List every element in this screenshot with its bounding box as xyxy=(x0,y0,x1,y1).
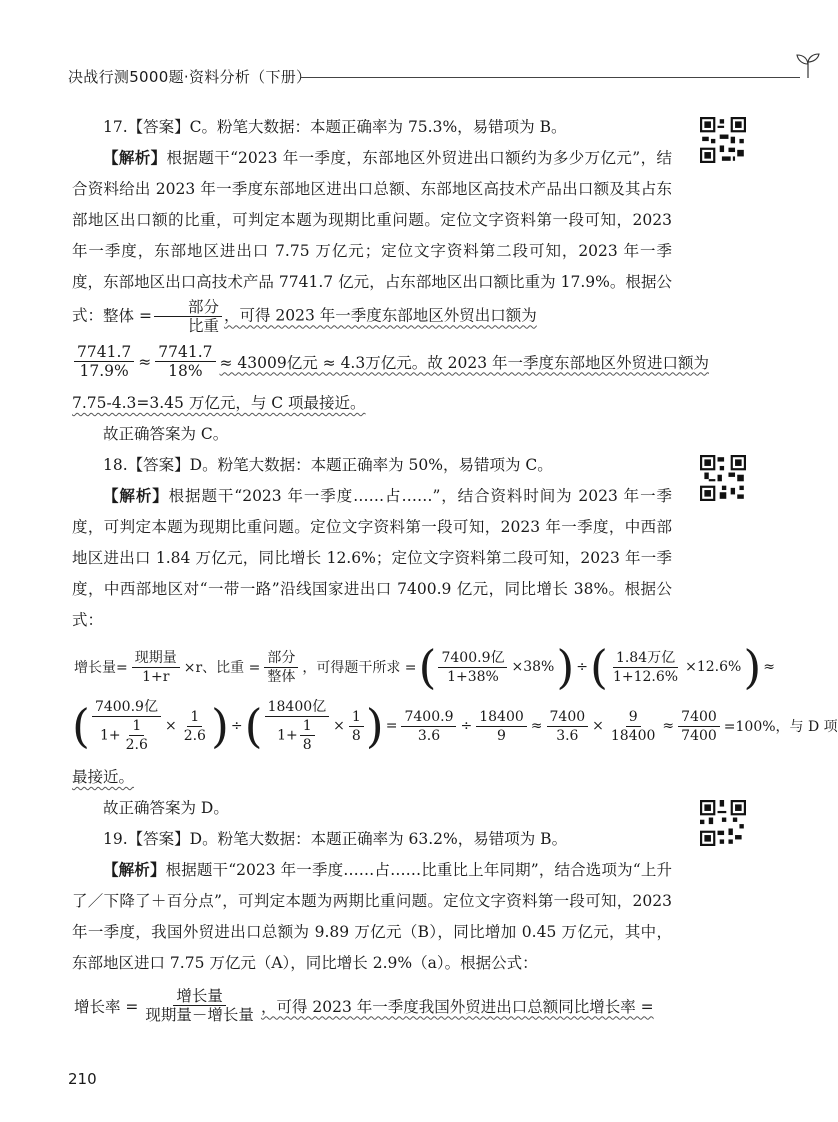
q18-analysis xyxy=(72,481,672,636)
q18-formula-line: 增长量= $\frac{\text{现期量}}{1+r}$ ×r、比重 = $\frac{\text{部分}}{\text{整体}}$ ，可得题干所求 = ( $\frac{\text{7400.9亿}}{1+38\%}$ ×38% ) ÷ ( $\frac{\text{1.84万亿}}{1+12.6\%}$ ×12.6% ) ≈ xyxy=(74,640,776,694)
q19-analysis-text: 根据题干“2023 年一季度……占……比重比上年同期”，结合选项为“上升了／下降了＋百分点”，可判定本题为两期比重问题。定位文字资料第一段可知，2023 年一季度，我国外贸进出口总额为 9.89 万亿元（B），同比增加 0.45 万亿元，其中，东部地区进口 7.75 万亿元（A），同比增长 2.9%（a）。根据公式： xyxy=(72,861,672,972)
q18-conclusion: 故正确答案为 D。 xyxy=(103,799,229,817)
q17-analysis xyxy=(72,143,672,335)
q17-analysis-label: 【解析】 xyxy=(103,149,167,167)
q17-calc-line: $\frac{7741.7}{17.9\%}$ ≈ $\frac{7741.7}{18\%}$ ≈ 43009亿元 ≈ 4.3万亿元。故 2023 年一季度东部地区外贸进口额为 xyxy=(72,343,672,380)
qr-code-icon[interactable] xyxy=(700,455,746,501)
q18-calc-line3: 最接近。 xyxy=(72,768,135,786)
q18-analysis-label: 【解析】 xyxy=(103,487,169,505)
q17-analysis-text: 根据题干“2023 年一季度，东部地区外贸进出口额约为多少万亿元”，结合资料给出 2023 年一季度东部地区进出口总额、东部地区高技术产品出口额及其占东部地区出口额的比重，可判定本题为现期比重问题。定位文字资料第一段可知，2023 年一季度，东部地区进出口 7.75 万亿元；定位文字资料第二段可知，2023 年一季度，东部地区出口高技术产品 7741.7 亿元，占东部地区出口额比重为 17.9%。根据公式： xyxy=(72,149,672,325)
q19-analysis xyxy=(72,855,672,979)
q17-answer-line: 17.【答案】C。粉笔大数据：本题正确率为 75.3%，易错项为 B。 xyxy=(103,118,567,136)
sprout-icon xyxy=(793,50,823,80)
q18-calc-line: ( 7400.9亿 1+ $\frac{1}{2.6}$ × $\frac{1}{2.6}$ ) ÷ ( 18400亿 1+ $\frac{1}{8}$ × $\frac{1}{8}$ ) = $\frac{7400.9}{3.6}$ ÷ $\frac{18400}{9}$ ≈ $\frac{7400}{3.6}$ × $\frac{9}{18400}$ ≈ $\frac{7400}{7400}$ =100%，与 D 项 xyxy=(72,699,838,753)
q18-answer-line: 18.【答案】D。粉笔大数据：本题正确率为 50%，易错项为 C。 xyxy=(103,456,553,474)
q18-analysis-text: 根据题干“2023 年一季度……占……”，结合资料时间为 2023 年一季度，可判定本题为现期比重问题。定位文字资料第一段可知，2023 年一季度，中西部地区进出口 1.84 万亿元，同比增长 12.6%；定位文字资料第二段可知，2023 年一季度，中西部地区对“一带一路”沿线国家进出口 7400.9 亿元，同比增长 38%。根据公式： xyxy=(72,487,672,629)
book-title: 决战行测5000题·资料分析（下册） xyxy=(68,68,312,86)
q19-answer-line: 19.【答案】D。粉笔大数据：本题正确率为 63.2%，易错项为 B。 xyxy=(103,830,568,848)
qr-code-icon[interactable] xyxy=(700,117,746,163)
page-number: 210 xyxy=(68,1070,97,1088)
q17-calc-line2: 7.75-4.3=3.45 万亿元，与 C 项最接近。 xyxy=(72,394,366,412)
q19-formula-line: 增长率 = $\frac{\text{增长量}}{\text{现期量－增长量}}$ ，可得 2023 年一季度我国外贸进出口总额同比增长率 = xyxy=(74,987,654,1024)
q17-formula-tail: ，可得 2023 年一季度东部地区外贸出口额为 xyxy=(223,306,537,325)
header-rule xyxy=(300,77,800,78)
q17-conclusion: 故正确答案为 C。 xyxy=(103,425,229,443)
running-header xyxy=(68,62,758,92)
qr-code-icon[interactable] xyxy=(700,800,746,846)
solution-body xyxy=(72,112,838,1032)
q19-analysis-label: 【解析】 xyxy=(103,861,166,879)
q17-formula: 整体 = $\frac{\text{部分}}{\text{比重}}$ xyxy=(103,307,224,325)
